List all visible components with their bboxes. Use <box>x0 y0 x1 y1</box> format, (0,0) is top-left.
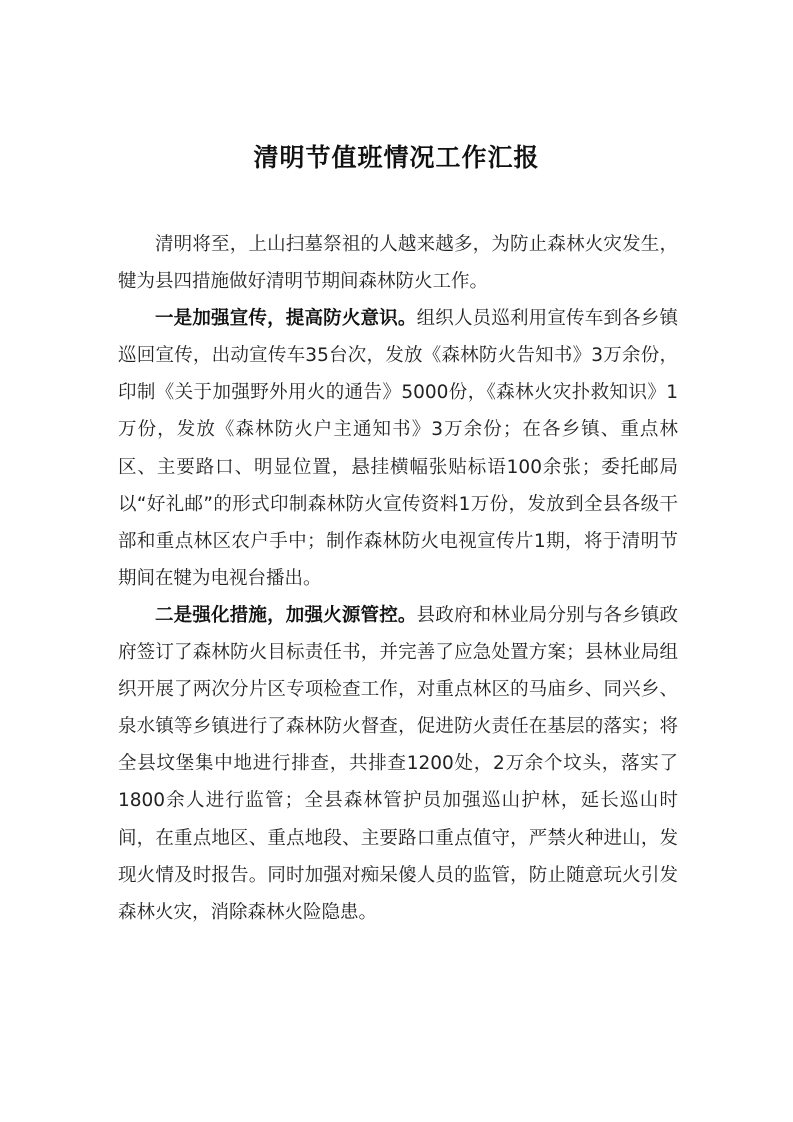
intro-paragraph: 清明将至，上山扫墓祭祖的人越来越多，为防止森林火灾发生，犍为县四措施做好清明节期间森林防火工作。 <box>118 234 678 293</box>
section-text-1: 组织人员巡利用宣传车到各乡镇巡回宣传，出动宣传车35台次，发放《森林防火告知书》3万余份，印制《关于加强野外用火的通告》5000份，《森林火灾扑救知识》1万份，发放《森林防火户主通知书》3万余份；在各乡镇、重点林区、主要路口、明显位置，悬挂横幅张贴标语100余张；委托邮局以“好礼邮”的形式印制森林防火宣传资料1万份，发放到全县各级干部和重点林区农户手中；制作森林防火电视宣传片1期，将于清明节期间在犍为电视台播出。 <box>118 308 678 589</box>
section-paragraph-2 <box>118 597 678 931</box>
section-text-2: 县政府和林业局分别与各乡镇政府签订了森林防火目标责任书，并完善了应急处置方案；县林业局组织开展了两次分片区专项检查工作，对重点林区的马庙乡、同兴乡、泉水镇等乡镇进行了森林防火督查，促进防火责任在基层的落实；将全县坟堡集中地进行排查，共排查1200处，2万余个坟头，落实了1800余人进行监管；全县森林管护员加强巡山护林，延长巡山时间，在重点地区、重点地段、主要路口重点值守，严禁火种进山，发现火情及时报告。同时加强对痴呆傻人员的监管，防止随意玩火引发森林火灾，消除森林火险隐患。 <box>118 604 678 923</box>
section-paragraph-1 <box>118 300 678 597</box>
document-title: 清明节值班情况工作汇报 <box>253 143 540 172</box>
section-heading-2: 二是强化措施，加强火源管控。 <box>155 604 417 626</box>
document-body <box>118 226 678 931</box>
section-heading-1: 一是加强宣传，提高防火意识。 <box>155 308 417 330</box>
